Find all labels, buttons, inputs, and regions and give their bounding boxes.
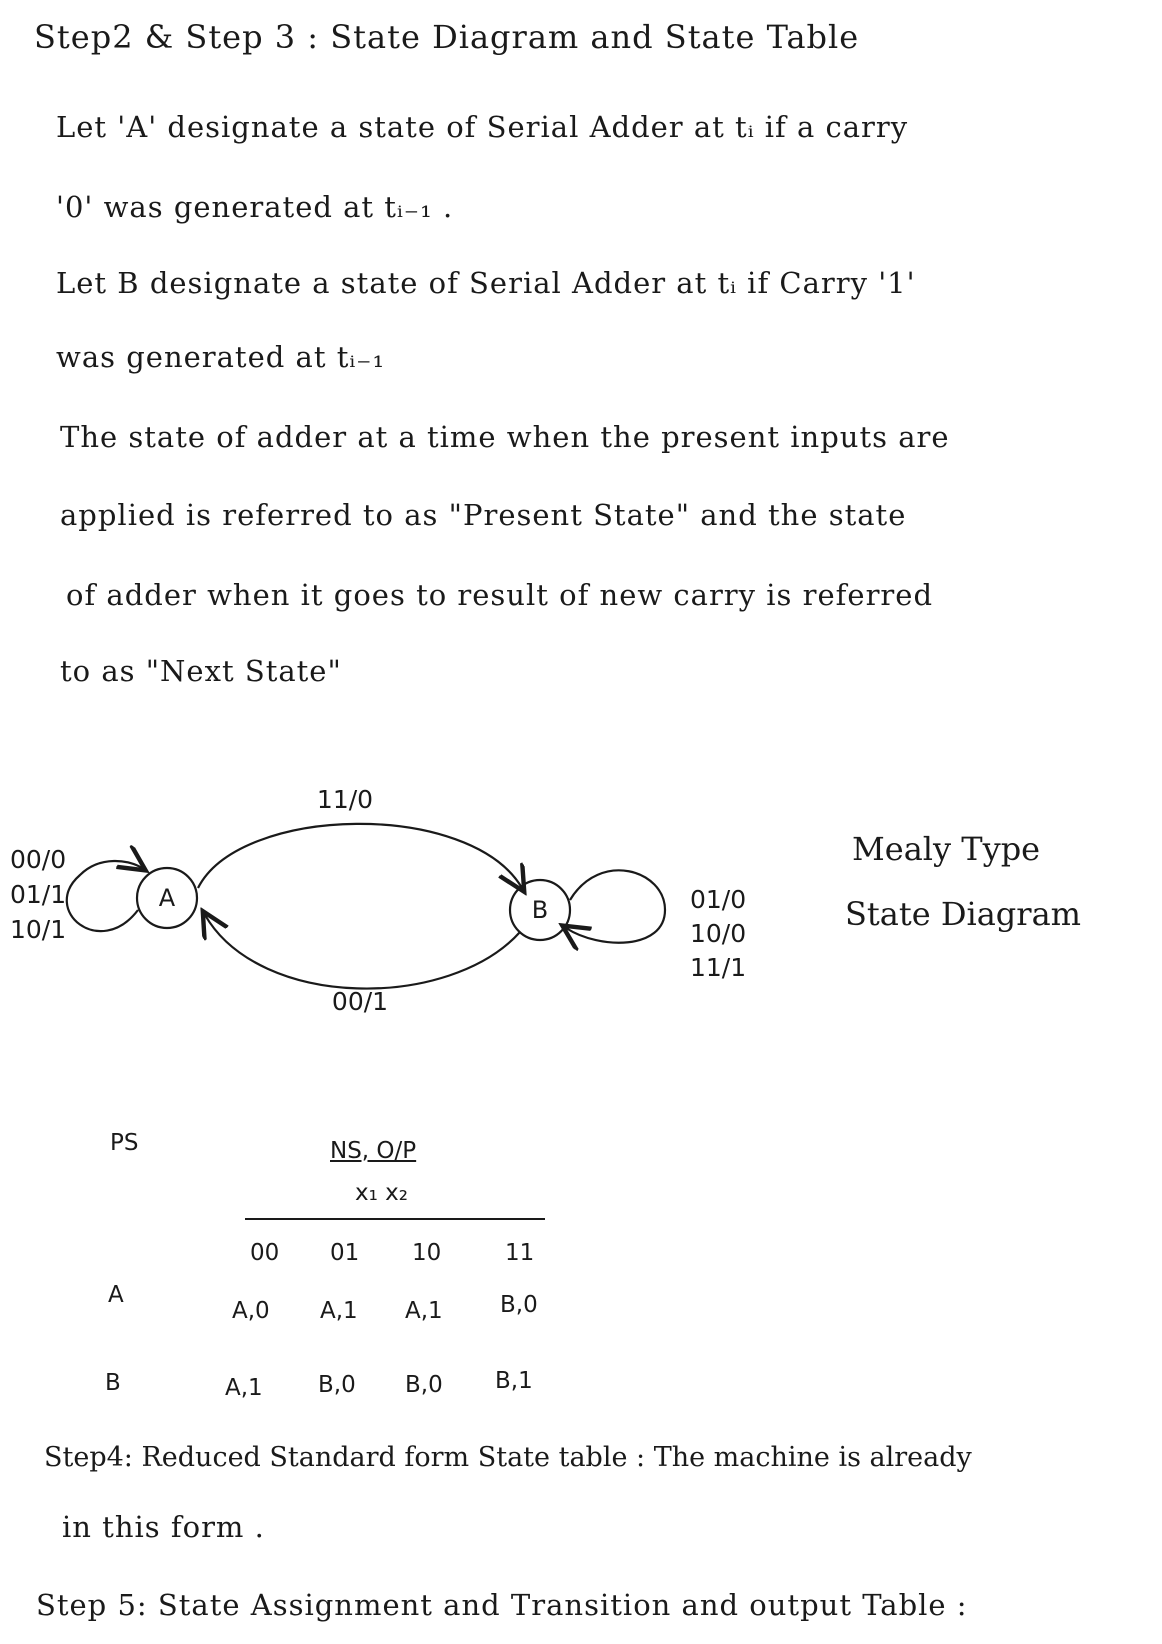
- self-loop-b-label-2: 10/0: [690, 919, 747, 948]
- edge-a-to-b: [198, 824, 522, 888]
- table-cell: A,1: [405, 1298, 443, 1324]
- paragraph-1-line-2: '0' was generated at tᵢ₋₁ .: [56, 190, 454, 224]
- table-cell: B,0: [318, 1372, 356, 1398]
- table-cell: A,1: [225, 1375, 263, 1401]
- table-cell: B,0: [405, 1372, 443, 1398]
- table-ns-header: NS, O/P: [330, 1138, 417, 1164]
- table-column-header: 11: [505, 1240, 535, 1266]
- diagram-caption-line-1: Mealy Type: [852, 830, 1041, 868]
- self-loop-a-label-3: 10/1: [10, 915, 67, 944]
- step4-line-2: in this form .: [62, 1510, 265, 1544]
- self-loop-b-label-1: 01/0: [690, 885, 747, 914]
- self-loop-a-label-1: 00/0: [10, 845, 67, 874]
- table-column-header: 10: [412, 1240, 442, 1266]
- edge-b-to-a: [205, 915, 520, 989]
- table-header-rule: [245, 1218, 545, 1220]
- paragraph-3-line-2: applied is referred to as "Present State" and the state: [60, 498, 907, 532]
- table-column-header: 00: [250, 1240, 280, 1266]
- edge-b-to-a-label: 00/1: [331, 987, 389, 1016]
- table-column-header: 01: [330, 1240, 360, 1266]
- step4-line-1: Step4: Reduced Standard form State table : The machine is already: [44, 1442, 972, 1473]
- paragraph-3-line-3: of adder when it goes to result of new carry is referred: [66, 578, 934, 612]
- state-a-label: A: [158, 884, 176, 912]
- table-cell: A,1: [320, 1298, 358, 1324]
- page-heading: Step2 & Step 3 : State Diagram and State Table: [34, 18, 860, 56]
- paragraph-2-line-1: Let B designate a state of Serial Adder at tᵢ if Carry '1': [56, 266, 916, 300]
- paragraph-3-line-1: The state of adder at a time when the present inputs are: [60, 420, 950, 454]
- diagram-caption-line-2: State Diagram: [845, 895, 1081, 933]
- table-row-ps: A: [108, 1282, 124, 1308]
- table-cell: A,0: [232, 1298, 270, 1324]
- paragraph-1-line-1: Let 'A' designate a state of Serial Adder at tᵢ if a carry: [56, 110, 909, 144]
- self-loop-a-label-2: 01/1: [10, 880, 67, 909]
- self-loop-b-label-3: 11/1: [690, 953, 747, 982]
- paragraph-2-line-2: was generated at tᵢ₋₁: [56, 340, 386, 374]
- table-cell: B,1: [495, 1368, 533, 1394]
- table-input-header: x₁ x₂: [355, 1180, 408, 1206]
- self-loop-a: [67, 861, 142, 931]
- table-ps-header: PS: [110, 1130, 139, 1156]
- paragraph-3-line-4: to as "Next State": [60, 654, 342, 688]
- table-row-ps: B: [105, 1370, 121, 1396]
- state-b-label: B: [531, 896, 549, 924]
- self-loop-b: [566, 870, 665, 942]
- step5-heading: Step 5: State Assignment and Transition and output Table :: [36, 1588, 968, 1622]
- table-cell: B,0: [500, 1292, 538, 1318]
- edge-a-to-b-label: 11/0: [316, 785, 374, 814]
